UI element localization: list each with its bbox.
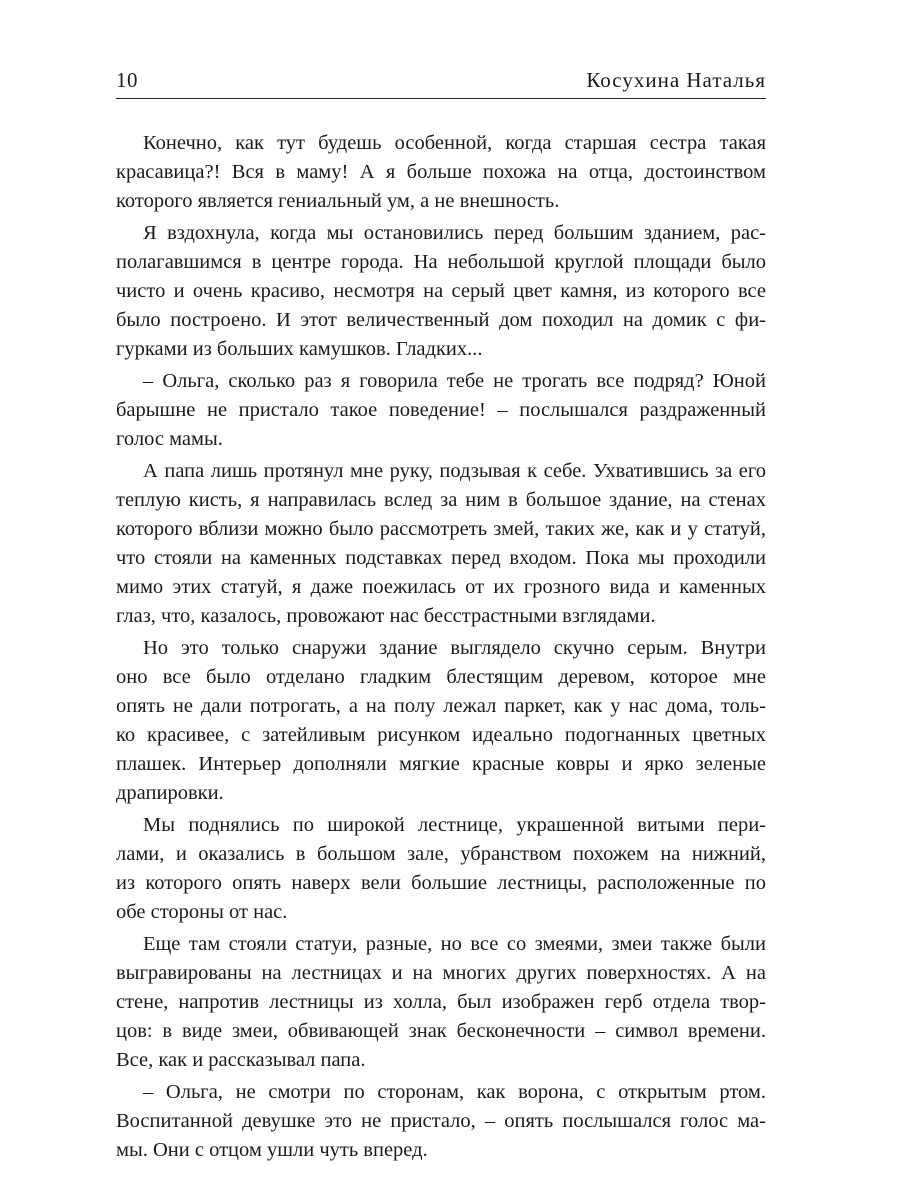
text-line: ко красивее, с затейливым рисунком идеально подогнанных цветных: [116, 723, 766, 746]
text-line: А папа лишь протянул мне руку, подзывая к себе. Ухватившись за его: [143, 460, 766, 483]
text-line: мы. Они с отцом ушли чуть вперед.: [116, 1138, 428, 1161]
paragraph: [116, 930, 766, 1074]
text-line: – Ольга, сколько раз я говорила тебе не трогать все подряд? Юной: [143, 370, 766, 393]
paragraph: [116, 634, 766, 807]
text-line: красавица?! Вся в маму! А я больше похожа на отца, достоинством: [116, 160, 766, 183]
text-line: обе стороны от нас.: [116, 900, 288, 923]
page-number: 10: [116, 68, 138, 92]
text-line: Воспитанной девушке это не пристало, – опять послышался голос ма-: [116, 1109, 766, 1132]
text-line: было построено. И этот величественный дом походил на домик с фи-: [116, 308, 766, 331]
text-line: из которого опять наверх вели большие лестницы, расположенные по: [116, 871, 766, 894]
text-line: чисто и очень красиво, несмотря на серый цвет камня, из которого все: [116, 279, 766, 302]
text-line: опять не дали потрогать, а на полу лежал паркет, как у нас дома, толь-: [116, 694, 766, 717]
paragraph: [116, 1078, 766, 1165]
text-line: Еще там стояли статуи, разные, но все со змеями, змеи также были: [143, 933, 766, 956]
text-line: которого является гениальный ум, а не внешность.: [116, 189, 560, 212]
text-line: что стояли на каменных подставках перед входом. Пока мы проходили: [116, 546, 766, 569]
paragraph: [116, 367, 766, 454]
book-page: [116, 64, 766, 1165]
text-line: плашек. Интерьер дополняли мягкие красные ковры и ярко зеленые: [116, 752, 766, 775]
text-line: гурками из больших камушков. Гладких...: [116, 337, 483, 360]
text-line: теплую кисть, я направилась вслед за ним в большое здание, на стенах: [116, 489, 766, 512]
text-line: Конечно, как тут будешь особенной, когда старшая сестра такая: [143, 132, 766, 154]
text-line: Я вздохнула, когда мы остановились перед большим зданием, рас-: [143, 222, 766, 245]
page-header: [116, 64, 766, 99]
text-line: голос мамы.: [116, 427, 223, 450]
paragraph: [116, 811, 766, 927]
text-line: Но это только снаружи здание выглядело скучно серым. Внутри: [143, 637, 766, 660]
text-line: – Ольга, не смотри по сторонам, как ворона, с открытым ртом.: [143, 1081, 766, 1103]
text-line: лами, и оказались в большом зале, убранством похожем на нижний,: [116, 842, 766, 865]
text-line: полагавшимся в центре города. На небольшой круглой площади было: [116, 251, 766, 274]
text-line: драпировки.: [116, 781, 224, 804]
text-line: барышне не пристало такое поведение! – послышался раздраженный: [116, 399, 766, 422]
body-text: [116, 129, 766, 1165]
text-line: мимо этих статуй, я даже поежилась от их грозного вида и каменных: [116, 575, 766, 598]
running-title: Косухина Наталья: [586, 68, 766, 92]
paragraph: [116, 129, 766, 216]
text-line: Мы поднялись по широкой лестнице, украшенной витыми пери-: [143, 813, 766, 836]
text-line: Все, как и рассказывал папа.: [116, 1048, 366, 1071]
text-line: цов: в виде змеи, обвивающей знак бесконечности – символ времени.: [116, 1019, 766, 1042]
text-line: стене, напротив лестницы из холла, был изображен герб отдела твор-: [116, 990, 766, 1013]
text-line: которого вблизи можно было рассмотреть змей, таких же, как и у статуй,: [116, 518, 766, 541]
text-line: оно все было отделано гладким блестящим деревом, которое мне: [116, 666, 766, 689]
text-line: выгравированы на лестницах и на многих других поверхностях. А на: [116, 961, 766, 984]
paragraph: [116, 219, 766, 363]
text-line: глаз, что, казалось, провожают нас бесстрастными взглядами.: [116, 604, 656, 627]
paragraph: [116, 457, 766, 630]
